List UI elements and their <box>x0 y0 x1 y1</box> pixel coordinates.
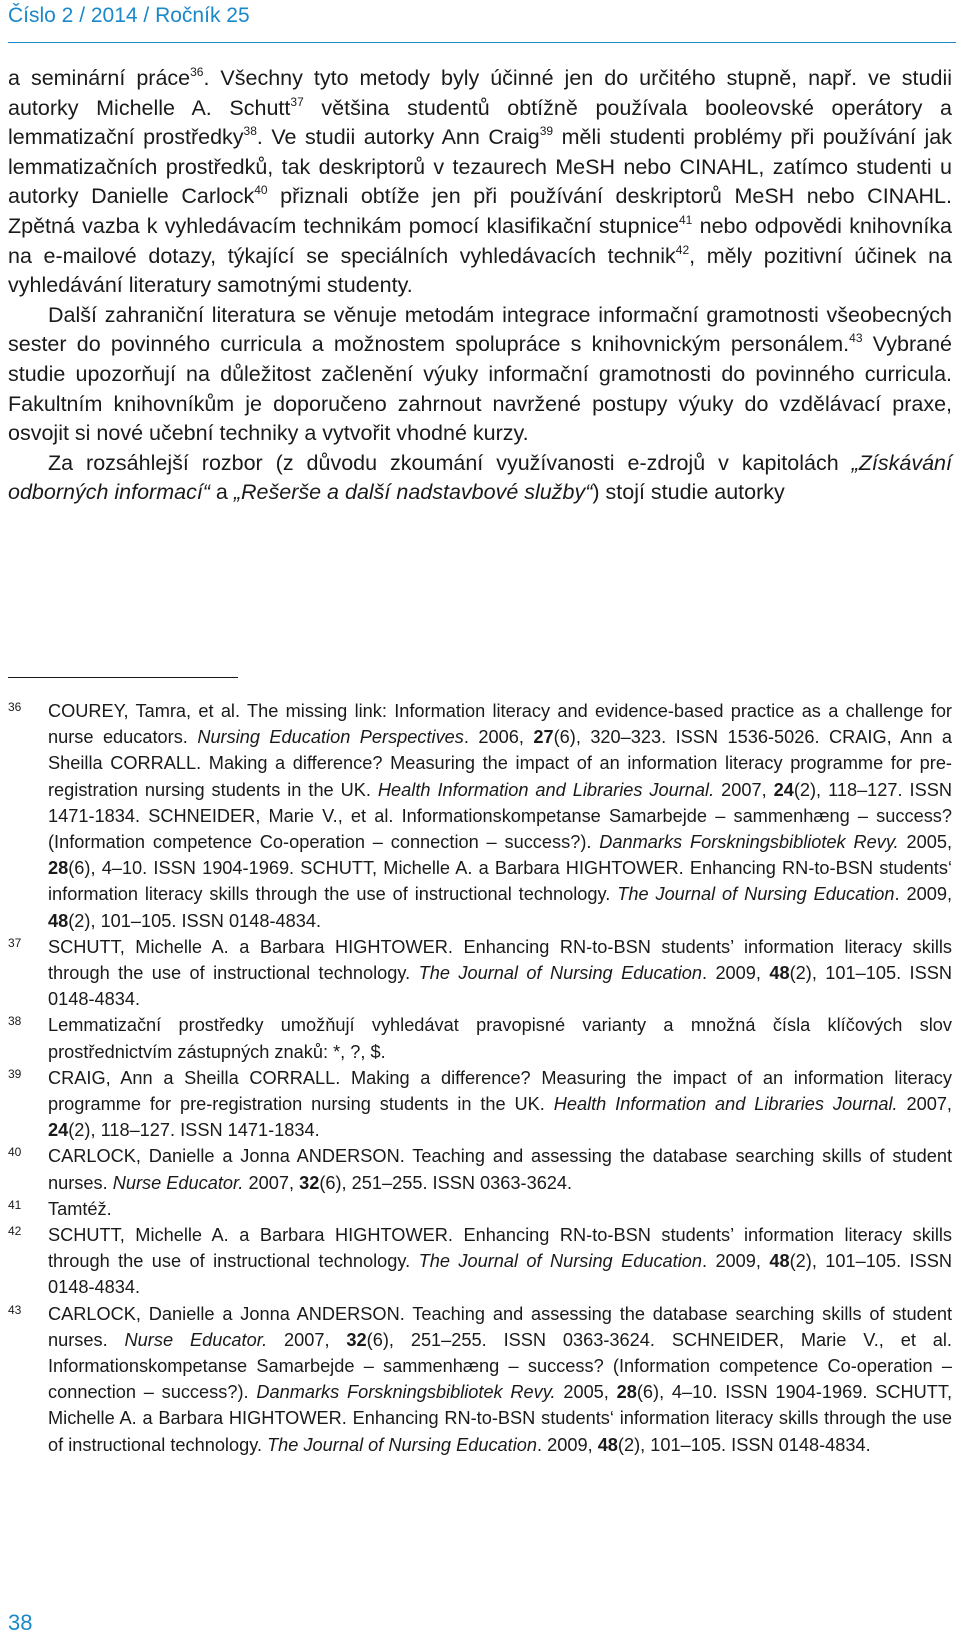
journal-title: Nurse Educator. <box>124 1329 268 1350</box>
footnote-text <box>48 1301 952 1458</box>
text: , měly pozitivní účinek na vyhledávání literatury samotnými studenty. <box>8 243 952 298</box>
text: (6), 4–10. ISSN 1904-1969. SCHUTT, Michelle A. a Barbara HIGHTOWER. Enhancing RN-to-BSN students‘ information literacy skills through the use of instructional technology. <box>48 858 952 905</box>
volume: 24 <box>773 779 794 800</box>
text: Další zahraniční literatura se věnuje metodám integrace informační gramotnosti všeobecných sester do povinného curricula a možnostem spolupráce s knihovnickým personálem. <box>8 302 952 357</box>
footnote-ref-38[interactable]: 38 <box>243 124 257 139</box>
volume: 28 <box>616 1382 637 1403</box>
volume: 48 <box>769 963 790 984</box>
text: . 2009, <box>701 1251 770 1272</box>
volume: 48 <box>769 1251 790 1272</box>
text: Za rozsáhlejší rozbor (z důvodu zkoumání využívanosti e-zdrojů v kapitolách <box>48 450 852 475</box>
text: (2), 118–127. ISSN 1471-1834. SCHNEIDER, Marie V., et al. Informationskompetanse Samarbejde – sammenhæng – success? (Information competence Co-operation – connection – success?). <box>48 779 952 853</box>
footnote-37 <box>8 934 952 1013</box>
text: 2007, <box>267 1329 347 1350</box>
volume: 24 <box>48 1120 69 1141</box>
footnote-number: 42 <box>8 1224 22 1239</box>
volume: 32 <box>346 1329 367 1350</box>
footnote-ref-43[interactable]: 43 <box>849 331 863 346</box>
volume: 28 <box>48 858 69 879</box>
footnote-ref-36[interactable]: 36 <box>190 65 204 79</box>
footnote-ref-41[interactable]: 41 <box>679 212 693 227</box>
volume: 32 <box>299 1172 320 1193</box>
journal-title: Health Information and Libraries Journal. <box>553 1094 898 1115</box>
text: nebo odpovědi knihovníka na e-mailové dotazy, týkající se speciálních vyhledávacích technik <box>8 213 952 268</box>
page-number: 38 <box>8 1610 33 1635</box>
text: přiznali obtíže jen při používání deskriptorů MeSH nebo CINAHL. Zpětná vazba k vyhledávacím technikám pomocí klasifikační stupnice <box>8 184 952 238</box>
footnote-41 <box>8 1196 952 1222</box>
journal-title: The Journal of Nursing Education <box>267 1434 537 1455</box>
footnote-number: 40 <box>8 1145 22 1160</box>
text: (6), 4–10. ISSN 1904-1969. SCHUTT, Michelle A. a Barbara HIGHTOWER. Enhancing RN-to-BSN students‘ information literacy skills through the use of instructional technology. <box>48 1382 953 1455</box>
footnote-number: 41 <box>8 1197 22 1212</box>
footnote-ref-42[interactable]: 42 <box>675 242 690 257</box>
text: (2), 101–105. ISSN 0148-4834. <box>68 910 322 931</box>
text: a seminární práce <box>8 66 191 90</box>
footnote-text <box>48 1143 952 1195</box>
footnote-text <box>48 698 952 934</box>
volume: 27 <box>533 727 554 748</box>
journal-title: Danmarks Forskningsbibliotek Revy. <box>256 1382 556 1403</box>
footnote-number: 38 <box>8 1014 22 1029</box>
text: CRAIG, Ann a Sheilla CORRALL. Making a difference? Measuring the impact of an information literacy programme for pre-registration nursing students in the UK. <box>48 1067 952 1115</box>
text: (2), 118–127. ISSN 1471-1834. <box>68 1120 320 1141</box>
text: a <box>209 480 234 505</box>
footnote-number: 37 <box>8 935 22 950</box>
text: (2), 101–105. ISSN 0148-4834. <box>48 963 953 1010</box>
footnote-43 <box>8 1301 952 1458</box>
journal-title: The Journal of Nursing Education <box>418 963 702 984</box>
body-text <box>8 64 952 508</box>
footnote-text: Tamtéž. <box>48 1198 112 1219</box>
text: (2), 101–105. ISSN 0148-4834. <box>48 1251 953 1298</box>
footnote-text <box>48 1222 952 1301</box>
footnote-40 <box>8 1143 952 1195</box>
text: SCHUTT, Michelle A. a Barbara HIGHTOWER. Enhancing RN-to-BSN students’ information literacy skills through the use of instructional technology. <box>48 1225 952 1272</box>
journal-title: Nurse Educator. <box>112 1172 244 1193</box>
text: 2005, <box>898 832 952 853</box>
footnotes <box>8 698 952 1458</box>
text: 2005, <box>555 1382 617 1403</box>
footnote-text <box>48 1065 952 1144</box>
text: (6), 251–255. ISSN 0363-3624. <box>319 1172 573 1193</box>
text: . Ve studii autorky Ann Craig <box>256 125 540 150</box>
journal-title: Danmarks Forskningsbibliotek Revy. <box>599 832 899 853</box>
text: CARLOCK, Danielle a Jonna ANDERSON. Teaching and assessing the database searching skills of student nurses. <box>48 1146 952 1193</box>
text: . 2006, <box>463 727 534 748</box>
text: 2007, <box>243 1172 300 1193</box>
text: COUREY, Tamra, et al. The missing link: Information literacy and evidence-based practice as a challenge for nurse educators. <box>48 701 952 748</box>
chapter-title: „Získávání odborných informací“ <box>8 450 952 505</box>
text: CARLOCK, Danielle a Jonna ANDERSON. Teaching and assessing the database searching skills of student nurses. <box>48 1303 952 1350</box>
journal-title: Nursing Education Perspectives <box>197 727 464 748</box>
footnote-ref-40[interactable]: 40 <box>254 183 268 198</box>
paragraph-3 <box>8 449 952 508</box>
text: . Všechny tyto metody byly účinné jen do určitého stupně, např. ve studii autorky Michelle A. Schutt <box>8 66 952 120</box>
footnote-number: 39 <box>8 1066 22 1081</box>
header-divider <box>8 42 956 43</box>
footnote-number: 36 <box>8 700 22 714</box>
text: měli studenti problémy při používání jak lemmatizačních prostředků, tak deskriptorů v tezaurech MeSH nebo CINAHL, zatímco studenti u autorky Danielle Carlock <box>8 125 952 209</box>
journal-title: The Journal of Nursing Education <box>617 884 895 905</box>
journal-title: The Journal of Nursing Education <box>418 1251 702 1272</box>
text: (6), 251–255. ISSN 0363-3624. SCHNEIDER, Marie V., et al. Informationskompetanse Samarbejde – sammenhæng – success? (Information competence Co-operation – connection – success?). <box>48 1329 952 1403</box>
footnote-text: Lemmatizační prostředky umožňují vyhledávat pravopisné varianty a množná čísla klíčových slov prostřednictvím zástupných znaků: *, ?, $. <box>48 1015 952 1062</box>
running-header: Číslo 2 / 2014 / Ročník 25 <box>8 4 250 27</box>
text: ) stojí studie autorky <box>592 480 785 505</box>
chapter-title: „Rešerše a další nadstavbové služby“ <box>233 480 593 505</box>
text: . 2009, <box>701 963 770 984</box>
footnote-38 <box>8 1012 952 1064</box>
text: 2007, <box>714 779 774 800</box>
text: . 2009, <box>894 884 953 905</box>
paragraph-2 <box>8 301 952 449</box>
journal-title: Health Information and Libraries Journal. <box>377 779 715 800</box>
volume: 48 <box>48 910 69 931</box>
footnote-42 <box>8 1222 952 1301</box>
footnote-39 <box>8 1065 952 1144</box>
text: 2007, <box>897 1094 952 1115</box>
footnote-ref-39[interactable]: 39 <box>539 124 554 139</box>
text: SCHUTT, Michelle A. a Barbara HIGHTOWER. Enhancing RN-to-BSN students’ information literacy skills through the use of instructional technology. <box>48 936 952 984</box>
footnote-36 <box>8 698 952 934</box>
text: (6), 320–323. ISSN 1536-5026. CRAIG, Ann a Sheilla CORRALL. Making a difference? Measuring the impact of an information literacy programme for pre-registration nursing students in the UK. <box>48 727 952 800</box>
footnote-number: 43 <box>8 1302 22 1317</box>
text: . 2009, <box>537 1434 598 1455</box>
volume: 48 <box>597 1434 618 1455</box>
footnote-ref-37[interactable]: 37 <box>290 94 304 109</box>
text: Vybrané studie upozorňují na důležitost začlenění výuky informační gramotnosti do povinného curricula. Fakultním knihovníkům je doporučeno zahrnout navržené postupy výuky do vzdělávací praxe, osvojit si nové učební techniky a vytvořit vhodné kurzy. <box>8 332 952 446</box>
paragraph-1 <box>8 64 952 301</box>
footnote-text <box>48 934 952 1013</box>
text: (2), 101–105. ISSN 0148-4834. <box>617 1434 871 1455</box>
footnote-divider <box>8 677 238 678</box>
text: většina studentů obtížně používala booleovské operátory a lemmatizační prostředky <box>8 95 952 150</box>
